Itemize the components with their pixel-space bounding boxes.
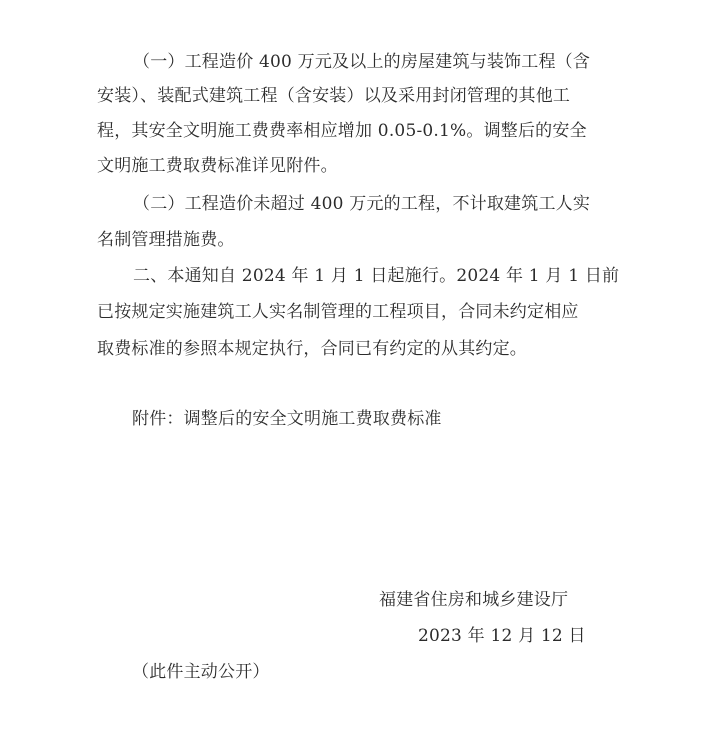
paragraph-3-line-1: 二、本通知自 2024 年 1 月 1 日起施行。2024 年 1 月 1 日前 (133, 266, 620, 286)
paragraph-1-line-3: 程，其安全文明施工费费率相应增加 0.05-0.1%。调整后的安全 (97, 121, 587, 141)
disclosure-note: （此件主动公开） (132, 662, 270, 682)
paragraph-2-line-2: 名制管理措施费。 (97, 230, 235, 250)
paragraph-2-line-1: （二）工程造价未超过 400 万元的工程，不计取建筑工人实 (133, 194, 591, 214)
paragraph-3-line-3: 取费标准的参照本规定执行，合同已有约定的从其约定。 (97, 339, 527, 359)
paragraph-1-line-2: 安装）、装配式建筑工程（含安装）以及采用封闭管理的其他工 (97, 86, 571, 106)
paragraph-1-line-1: （一）工程造价 400 万元及以上的房屋建筑与装饰工程（含 (133, 52, 591, 72)
paragraph-3-line-2: 已按规定实施建筑工人实名制管理的工程项目，合同未约定相应 (97, 302, 579, 322)
issue-date: 2023 年 12 月 12 日 (418, 626, 586, 646)
paragraph-1-line-4: 文明施工费取费标准详见附件。 (97, 156, 338, 176)
issuer-name: 福建省住房和城乡建设厅 (379, 590, 569, 610)
attachment-line: 附件：调整后的安全文明施工费取费标准 (132, 409, 442, 429)
